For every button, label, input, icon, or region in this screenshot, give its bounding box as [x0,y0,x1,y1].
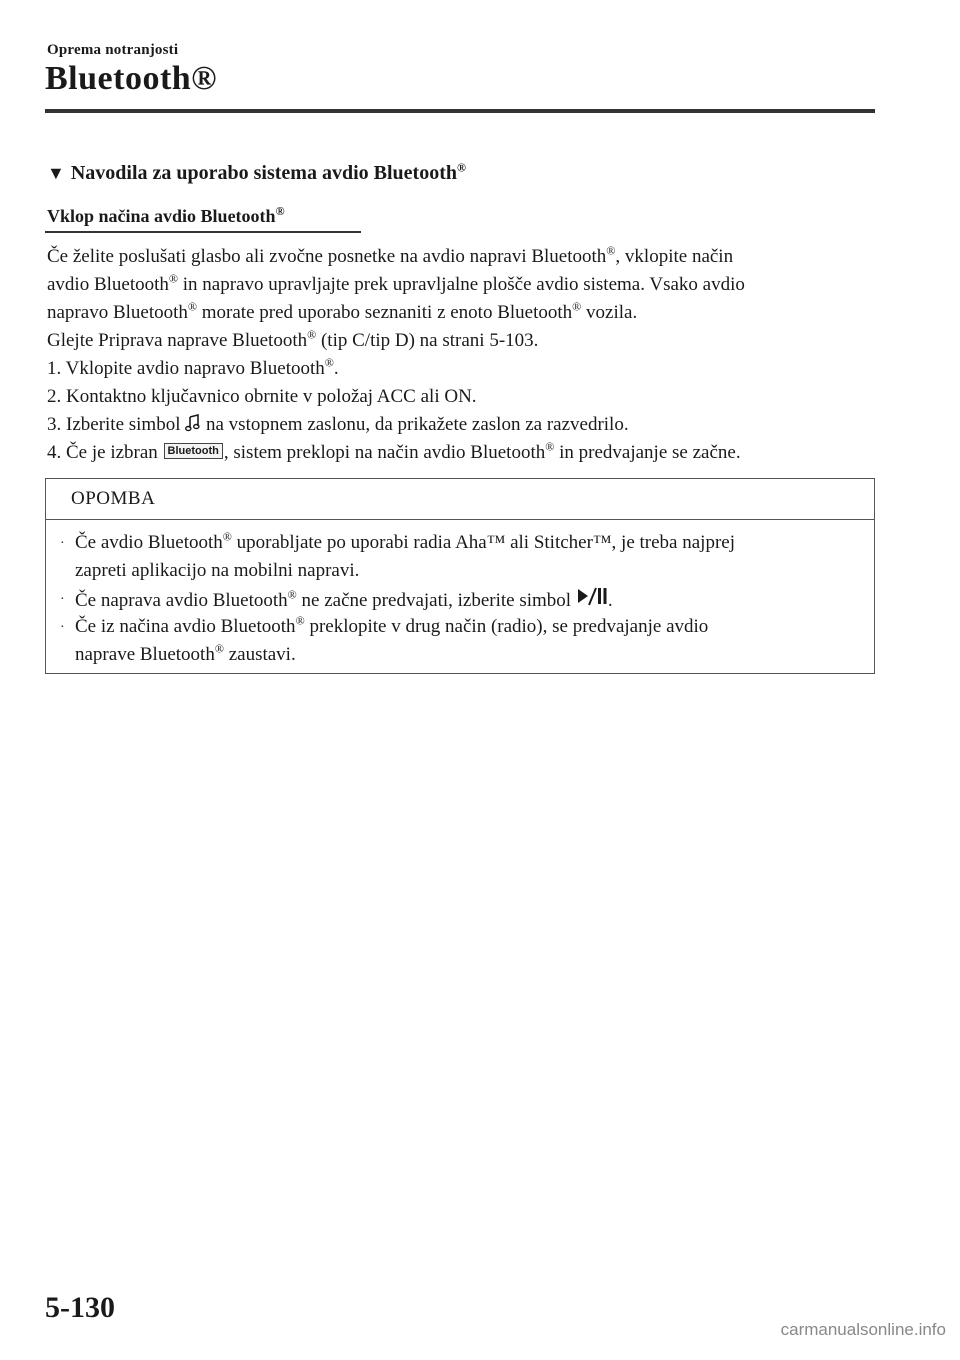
sub-heading-underline [45,231,361,233]
step-1 [47,355,339,383]
reg-mark: ® [214,641,224,656]
reg-mark: ® [275,204,285,218]
text: in predvajanje se začne. [554,442,741,463]
note-title: OPOMBA [71,488,156,509]
reg-mark: ® [606,243,616,258]
reg-mark: ® [287,587,297,602]
bullet-icon: · [60,620,65,635]
text: vozila. [581,302,638,323]
step-4 [47,439,741,467]
text: uporabljate po uporabi radia Aha™ ali Stitcher™, je treba najprej [231,532,735,553]
text: . [333,358,339,379]
text: Če iz načina avdio Bluetooth [75,616,296,637]
text: napravo Bluetooth [47,302,188,323]
step-3 [47,411,629,439]
section-heading [47,162,466,185]
text: , sistem preklopi na način avdio Bluetooth [223,442,546,463]
text: na vstopnem zaslonu, da prikažete zaslon za razvedrilo. [201,414,629,435]
title-divider [45,109,875,113]
section-heading-text: Navodila za uporabo sistema avdio Bluetooth [70,162,457,184]
bullet-icon: · [60,592,65,607]
step-2: 2. Kontaktno ključavnico obrnite v položaj ACC ali ON. [47,386,477,407]
note-item [75,613,708,641]
sub-heading [47,206,285,227]
reg-mark: ® [456,160,466,175]
bullet-icon: · [60,536,65,551]
triangle-marker-icon: ▼ [47,163,65,183]
reg-mark: ® [545,439,555,454]
reg-mark: ® [187,299,198,314]
text: 1. Vklopite avdio napravo Bluetooth [47,358,325,379]
reg-mark: ® [168,271,179,286]
note-item-continued: zapreti aplikacijo na mobilni napravi. [75,560,360,581]
note-box [45,478,875,674]
text: naprave Bluetooth [75,644,215,665]
reg-mark: ® [572,299,582,314]
text: in napravo upravljajte prek upravljalne plošče avdio sistema. Vsako avdio [178,274,745,295]
note-item [75,529,735,557]
text: morate pred uporabo seznaniti z enoto Bluetooth [197,302,573,323]
reg-mark: ® [307,327,317,342]
text: Če avdio Bluetooth [75,532,223,553]
paragraph-line [47,271,745,299]
text: Glejte Priprava naprave Bluetooth [47,330,308,351]
play-pause-icon [576,585,608,607]
paragraph-line [47,299,637,327]
text: Če naprava avdio Bluetooth [75,590,288,611]
paragraph-line [47,243,733,271]
sub-heading-text: Vklop načina avdio Bluetooth [47,206,276,226]
reg-mark: ® [324,355,334,370]
text: avdio Bluetooth [47,274,169,295]
reg-mark: ® [222,529,232,544]
page-title: Bluetooth® [45,60,218,97]
text: 4. Če je izbran [47,442,163,463]
page-number: 5-130 [45,1291,115,1324]
text: preklopite v drug način (radio), se predvajanje avdio [304,616,709,637]
text: . [607,590,613,611]
bluetooth-button-image: Bluetooth [164,443,223,459]
reg-mark: ® [295,613,305,628]
paragraph-line [47,327,538,355]
breadcrumb: Oprema notranjosti [47,42,179,58]
text: , vklopite način [615,246,734,267]
text: zaustavi. [223,644,296,665]
text: (tip C/tip D) na strani 5-103. [316,330,539,351]
text: 3. Izberite simbol [47,414,186,435]
note-item-continued [75,641,296,669]
watermark: carmanualsonline.info [780,1320,946,1339]
note-item [75,585,613,615]
note-header [46,479,874,520]
text: Če želite poslušati glasbo ali zvočne posnetke na avdio napravi Bluetooth [47,246,607,267]
music-note-icon [185,414,201,432]
text: ne začne predvajati, izberite simbol [296,590,576,611]
